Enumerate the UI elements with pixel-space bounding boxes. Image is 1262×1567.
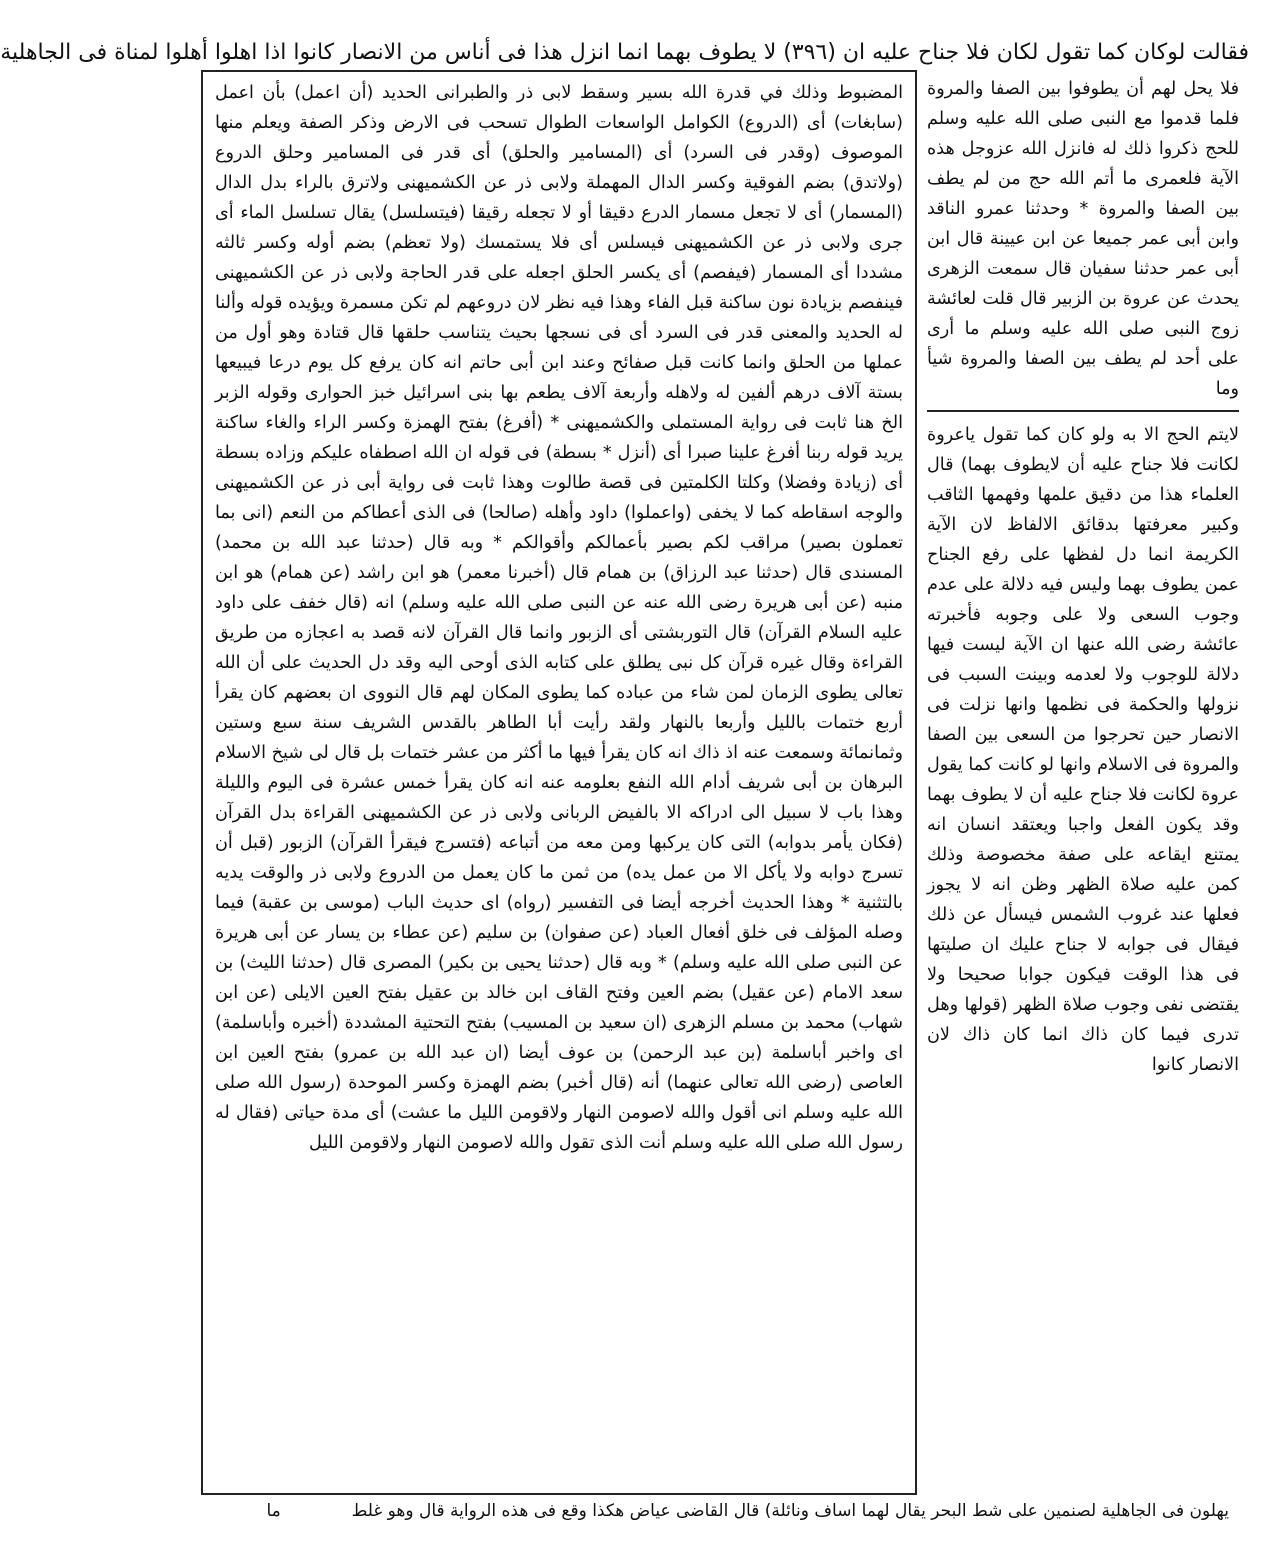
margin-divider: [927, 410, 1239, 412]
margin-text-top: فلا يحل لهم أن يطوفوا بين الصفا والمروة فلما قدموا مع النبى صلى الله عليه وسلم للحج ذكروا ذلك له فانزل الله عزوجل هذه الآية فلعمرى ما أتم الله حج من لم يطف بين الصفا والمروة * وحدثنا عمرو الناقد وابن أبى عمر جميعا عن ابن عيينة قال ابن أبى عمر حدثنا سفيان قال سمعت الزهرى يحدث عن عروة بن الزبير قال قلت لعائشة زوج النبى صلى الله عليه وسلم ما أرى على أحد لم يطف بين الصفا والمروة شيأ وما: [927, 79, 1239, 399]
main-text: المضبوط وذلك في قدرة الله بسير وسقط لابى ذر والطبرانى الحديد (أن اعمل) بأن اعمل (سابغات) أى (الدروع) الكوامل الواسعات الطوال تسحب فى الارض وذكر الصفة ويعلم منها الموصوف (وقدر فى السرد) أى (المسامير والحلق) أى قدر فى المسامير وحلق الدروع (ولاتدق) بضم الفوقية وكسر الدال المهملة ولابى ذر عن الكشميهنى ولاترق بالراء بدل الدال (المسمار) أى لا تجعل مسمار الدرع دقيقا أو لا تجعله رقيقا (فيتسلسل) يقال تسلسل الماء أى جرى ولابى ذر عن الكشميهنى فيسلس أى فلا يستمسك (ولا تعظم) بضم أوله وكسر ثالثه مشددا أى المسمار (فيفصم) أى يكسر الحلق اجعله على قدر الحاجة ولابى ذر عن الكشميهنى فينفصم بزيادة نون ساكنة قبل الفاء وهذا فيه نظر لان دروعهم لم تكن مسمرة ويؤيده قوله وألنا له الحديد والمعنى قدر فى السرد أى فى نسجها بحيث يتناسب حلقها قال قتادة وهو أول من عملها من الحلق وانما كانت قبل صفائح وعند ابن أبى حاتم انه كان يرفع كل يوم درعا فيبيعها بستة آلاف درهم ألفين له ولاهله وأربعة آلاف يطعم بها بنى اسرائيل خبز الحوارى وقوله الزبر الخ هنا ثابت فى رواية المستملى والكشميهنى * (أفرغ) بفتح الهمزة وكسر الراء والغاء ساكنة يريد قوله ربنا أفرغ علينا صبرا أى (أنزل * بسطة) فى قوله ان الله اصطفاه عليكم وزاده بسطة أى (زيادة وفضلا) وكلتا الكلمتين فى قصة طالوت وهذا ثابت فى رواية أبى ذر عن الكشميهنى والوجه اسقاطه كما لا يخفى (واعملوا) داود وأهله (صالحا) فى الذى أعطاكم من النعم (انى بما تعملون بصير) مراقب لكم بصير بأعمالكم وأقوالكم * وبه قال (حدثنا عبد الله بن محمد) المسندى قال (حدثنا عبد الرزاق) بن همام قال (أخبرنا معمر) هو ابن راشد (عن همام) هو ابن منبه (عن أبى هريرة رضى الله عنه عن النبى صلى الله عليه وسلم) انه (قال خفف على داود عليه السلام القرآن) قال التوربشتى أى الزبور وانما قال القرآن لانه قصد به اعجازه من طريق القراءة وقال غيره قرآن كل نبى يطلق على كتابه الذى أوحى اليه وقد دل الحديث على أن الله تعالى يطوى الزمان لمن شاء من عباده كما يطوى المكان لهم قال النووى ان بعضهم كان يقرأ أربع ختمات بالليل وأربعا بالنهار ولقد رأيت أبا الطاهر بالقدس الشريف سنة سبع وستين وثمانمائة وسمعت عنه اذ ذاك انه كان يقرأ فيها ما أكثر من عشر ختمات بل قال لى شيخ الاسلام البرهان بن أبى شريف أدام الله النفع بعلومه عنه انه كان يقرأ خمس عشرة فى اليوم والليلة وهذا باب لا سبيل الى ادراكه الا بالفيض الربانى ولابى ذر عن الكشميهنى القراءة بدل القرآن (فكان يأمر بدوابه) التى كان يركبها ومن معه من أتباعه (فتسرج فيقرأ القرآن) الزبور (قبل أن تسرج دوابه ولا يأكل الا من عمل يده) من ثمن ما كان يعمل من الدروع ولابى ذر والوقت يديه بالتثنية * وهذا الحديث أخرجه أيضا فى التفسير (رواه) اى حديث الباب (موسى بن عقبة) فيما وصله المؤلف فى خلق أفعال العباد (عن صفوان) بن سليم (عن عطاء بن يسار عن أبى هريرة عن النبى صلى الله عليه وسلم) * وبه قال (حدثنا يحيى بن بكير) المصرى قال (حدثنا الليث) بن سعد الامام (عن عقيل) بضم العين وفتح القاف ابن خالد بن عقيل بفتح العين الايلى (عن ابن شهاب) محمد بن مسلم الزهرى (ان سعيد بن المسيب) بفتح التحتية المشددة (أخبره وأباسلمة) اى واخبر أباسلمة (بن عبد الرحمن) بن عوف أيضا (ان عبد الله بن عمرو) بفتح العين ابن العاصى (رضى الله تعالى عنهما) أنه (قال أخبر) بضم الهمزة وكسر الموحدة (رسول الله صلى الله عليه وسلم انى أقول والله لاصومن النهار ولاقومن الليل ما عشت) أى مدة حياتى (فقال له رسول الله صلى الله عليه وسلم أنت الذى تقول والله لاصومن النهار ولاقومن الليل: [215, 83, 903, 1153]
footnote-line: [219, 1498, 1229, 1524]
running-header: فقالت لوكان كما تقول لكان فلا جناح عليه ان (٣٩٦) لا يطوف بهما انما انزل هذا فى أناس من الانصار كانوا اذا اهلوا أهلوا لمناة فى الجاهلية: [0, 40, 1249, 65]
main-text-frame: [201, 70, 917, 1495]
footnote-text: يهلون فى الجاهلية لصنمين على شط البحر يقال لهما اساف ونائلة) قال القاضى عياض هكذا وقع فى هذه الرواية قال وهو غلط: [351, 1501, 1229, 1521]
margin-text-bottom: لايتم الحج الا به ولو كان كما تقول ياعروة لكانت فلا جناح عليه أن لايطوف بهما) قال العلماء هذا من دقيق علمها وفهمها الثاقب وكبير معرفتها بدقائق الالفاظ لان الآية الكريمة انما دل لفظها على رفع الجناح عمن يطوف بهما وليس فيه دلالة على عدم وجوب السعى ولا على وجوبه فأخبرته عائشة رضى الله عنها ان الآية ليست فيها دلالة للوجوب ولا لعدمه وبينت السبب فى نزولها والحكمة فى نظمها وانها نزلت فى الانصار حين تحرجوا من السعى بين الصفا والمروة فى الاسلام وانها لو كانت كما يقول عروة لكانت فلا جناح عليه أن لا يطوف بهما وقد يكون الفعل واجبا ويعتقد انسان انه يمتنع ايقاعه على صفة مخصوصة وذلك كمن عليه صلاة الظهر وظن انه لا يجوز فعلها عند غروب الشمس فيسأل عن ذلك فيقال فى جوابه لا جناح عليك ان صليتها فى هذا الوقت فيكون جوابا صحيحا ولا يقتضى نفى وجوب صلاة الظهر (قولها وهل تدرى فيما كان ذاك انما كان ذاك لان الانصار كانوا: [927, 425, 1239, 1075]
margin-commentary: [921, 70, 1245, 1495]
catchword: ما: [266, 1501, 281, 1521]
